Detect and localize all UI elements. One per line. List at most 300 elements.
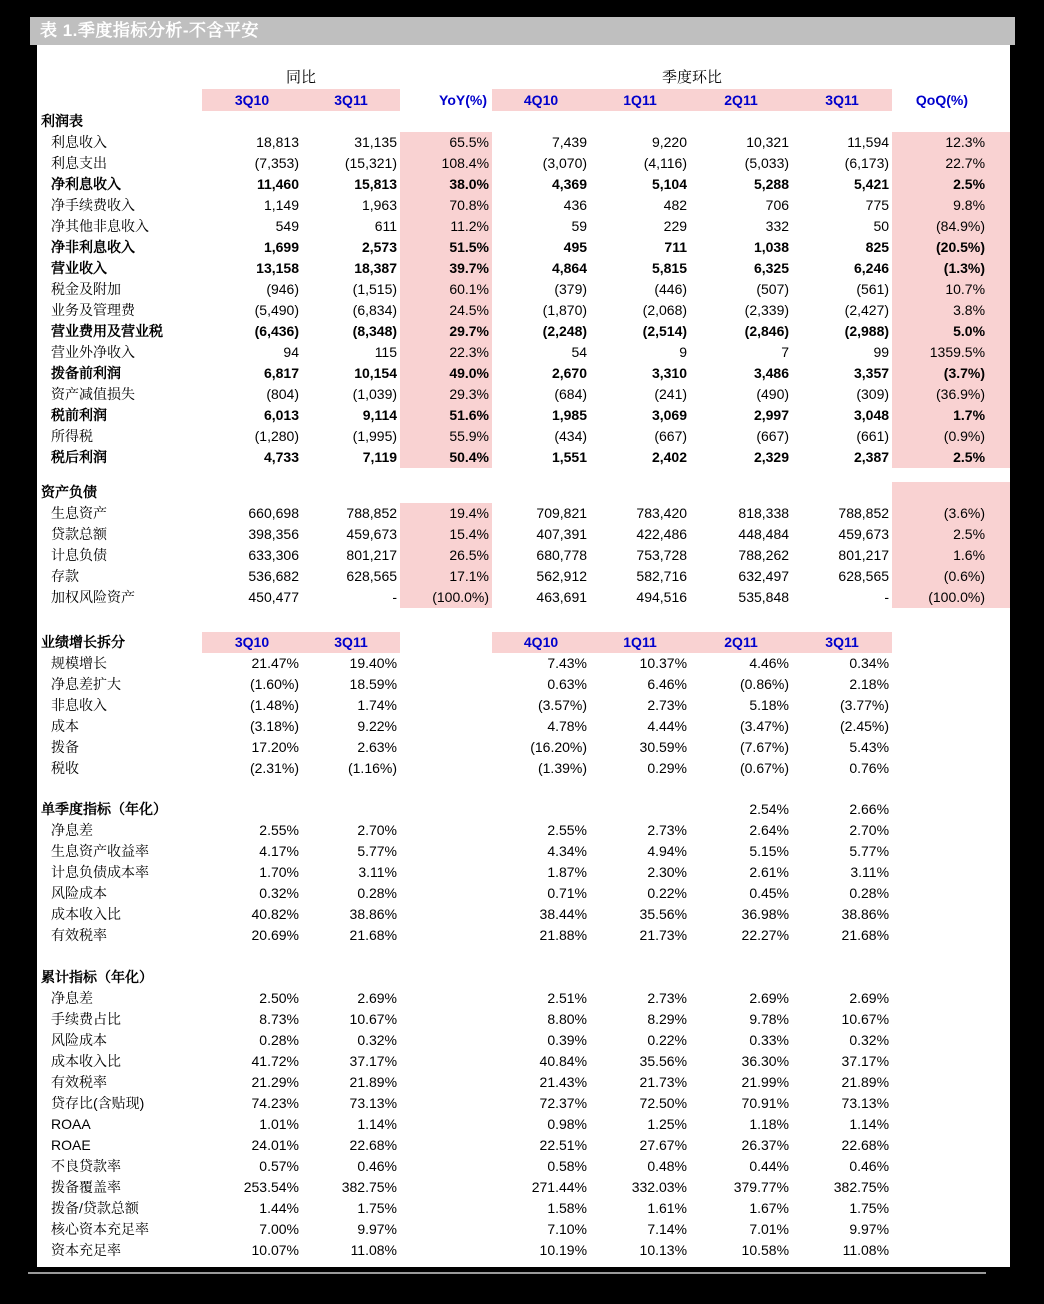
- cell: [892, 967, 1010, 988]
- value-cell: (1.16%): [347, 760, 398, 776]
- value-cell: 398,356: [248, 526, 299, 542]
- row-label: 有效税率: [51, 927, 107, 943]
- value-cell: 40.82%: [251, 906, 299, 922]
- value-cell: 108.4%: [400, 153, 492, 174]
- value-cell: 39.7%: [400, 258, 492, 279]
- value-cell: 0.33%: [749, 1032, 790, 1048]
- value-cell: 0.48%: [647, 1158, 688, 1174]
- value-cell: 582,716: [636, 568, 688, 584]
- value-cell: 6,817: [263, 365, 299, 381]
- cell: [892, 1177, 1010, 1198]
- value-cell: (36.9%): [892, 384, 1010, 405]
- value-cell: 0.39%: [547, 1032, 588, 1048]
- cell: [400, 883, 492, 904]
- value-cell: (661): [856, 428, 890, 444]
- table-row: [37, 904, 1010, 925]
- cell: [892, 925, 1010, 946]
- row-label: 计息负债成本率: [51, 864, 149, 880]
- value-cell: 1.61%: [647, 1200, 688, 1216]
- cell: [400, 111, 492, 132]
- value-cell: 549: [275, 218, 299, 234]
- cell: [892, 111, 1010, 132]
- col-header-1q11: 1Q11: [590, 632, 690, 653]
- value-cell: 1.58%: [547, 1200, 588, 1216]
- value-cell: 2.54%: [749, 801, 790, 817]
- cell: [400, 799, 492, 820]
- value-cell: 15,813: [354, 176, 398, 192]
- cell: [590, 111, 690, 132]
- value-cell: (1,515): [352, 281, 398, 297]
- cell: [892, 653, 1010, 674]
- value-cell: 4.17%: [259, 843, 299, 859]
- section-title: 单季度指标（年化）: [41, 801, 167, 817]
- value-cell: 1.67%: [749, 1200, 790, 1216]
- cell: [892, 632, 1010, 653]
- value-cell: 2.51%: [547, 990, 588, 1006]
- value-cell: 9.97%: [849, 1221, 890, 1237]
- cell: [202, 482, 302, 503]
- cell: [792, 111, 892, 132]
- value-cell: 22.27%: [741, 927, 790, 943]
- value-cell: 26.37%: [741, 1137, 790, 1153]
- value-cell: 0.32%: [259, 885, 299, 901]
- value-cell: 788,852: [346, 505, 398, 521]
- value-cell: 4.44%: [647, 718, 688, 734]
- row-label: 净其他非息收入: [51, 218, 149, 234]
- table-row: [37, 1135, 1010, 1156]
- value-cell: 2.73%: [647, 822, 688, 838]
- cell: [892, 737, 1010, 758]
- value-cell: 3.8%: [892, 300, 1010, 321]
- value-cell: 17.20%: [251, 739, 299, 755]
- section-title: 累计指标（年化）: [41, 969, 153, 985]
- value-cell: 775: [865, 197, 890, 213]
- value-cell: 407,391: [536, 526, 588, 542]
- value-cell: 818,338: [738, 505, 790, 521]
- cell: [400, 1198, 492, 1219]
- value-cell: (1,280): [254, 428, 299, 444]
- value-cell: 0.63%: [547, 676, 588, 692]
- spacer-row: [37, 468, 1010, 482]
- cell: [400, 67, 492, 89]
- row-label: 营业费用及营业税: [51, 323, 163, 339]
- value-cell: (684): [554, 386, 588, 402]
- row-label: 风险成本: [51, 885, 107, 901]
- table-row: [37, 195, 1010, 216]
- value-cell: 36.30%: [741, 1053, 790, 1069]
- table-title-bar: [30, 17, 1015, 45]
- value-cell: (1,039): [352, 386, 398, 402]
- value-cell: 2.70%: [357, 822, 398, 838]
- value-cell: 7.10%: [547, 1221, 588, 1237]
- value-cell: (379): [554, 281, 588, 297]
- row-label: 手续费占比: [51, 1011, 121, 1027]
- value-cell: 50: [873, 218, 890, 234]
- cell: [690, 482, 792, 503]
- cell: [202, 967, 302, 988]
- row-label: 计息负债: [51, 547, 107, 563]
- row-label: 成本收入比: [51, 1053, 121, 1069]
- value-cell: 4.46%: [749, 655, 790, 671]
- table-row: [37, 342, 1010, 363]
- value-cell: (5,033): [744, 155, 790, 171]
- value-cell: 1.74%: [357, 697, 398, 713]
- value-cell: 31,135: [354, 134, 398, 150]
- row-label: 存款: [51, 568, 79, 584]
- value-cell: 8.80%: [547, 1011, 588, 1027]
- value-cell: 783,420: [636, 505, 688, 521]
- value-cell: 2,573: [361, 239, 398, 255]
- value-cell: 2.69%: [849, 990, 890, 1006]
- row-label: 成本: [51, 718, 79, 734]
- value-cell: 2.69%: [357, 990, 398, 1006]
- value-cell: 55.9%: [400, 426, 492, 447]
- value-cell: 801,217: [838, 547, 890, 563]
- value-cell: 54: [571, 344, 588, 360]
- cell: [202, 799, 302, 820]
- value-cell: 2.5%: [892, 524, 1010, 545]
- value-cell: (2,248): [542, 323, 588, 339]
- value-cell: 74.23%: [251, 1095, 299, 1111]
- value-cell: 0.58%: [547, 1158, 588, 1174]
- value-cell: 1.14%: [357, 1116, 398, 1132]
- cell: [892, 904, 1010, 925]
- value-cell: (2.31%): [249, 760, 299, 776]
- value-cell: 24.01%: [251, 1137, 299, 1153]
- value-cell: 7.01%: [749, 1221, 790, 1237]
- table-row: [37, 1156, 1010, 1177]
- table-row: [37, 1198, 1010, 1219]
- value-cell: 94: [283, 344, 299, 360]
- value-cell: 3,357: [853, 365, 890, 381]
- table-row: [37, 1051, 1010, 1072]
- value-cell: 711: [664, 239, 688, 255]
- cell: [400, 482, 492, 503]
- value-cell: (507): [756, 281, 790, 297]
- value-cell: 1.44%: [259, 1200, 299, 1216]
- value-cell: (241): [654, 386, 688, 402]
- value-cell: 2.30%: [647, 864, 688, 880]
- value-cell: 801,217: [346, 547, 398, 563]
- value-cell: 22.68%: [841, 1137, 890, 1153]
- value-cell: (309): [856, 386, 890, 402]
- table-row: [37, 841, 1010, 862]
- table-row: [37, 174, 1010, 195]
- col-header-2q11: 2Q11: [690, 632, 792, 653]
- value-cell: (2,427): [844, 302, 890, 318]
- row-label: ROAA: [51, 1116, 91, 1132]
- row-label: 加权风险资产: [51, 589, 135, 605]
- value-cell: 21.43%: [539, 1074, 588, 1090]
- value-cell: 11.08%: [842, 1242, 890, 1258]
- table-row: [37, 426, 1010, 447]
- cell: [400, 1177, 492, 1198]
- row-label: 拨备覆盖率: [51, 1179, 121, 1195]
- row-label: 风险成本: [51, 1032, 107, 1048]
- group-header-row: [37, 67, 1010, 89]
- value-cell: (3.7%): [892, 363, 1010, 384]
- value-cell: (2,988): [844, 323, 890, 339]
- table-row: [37, 716, 1010, 737]
- row-label: 资本充足率: [51, 1242, 121, 1258]
- value-cell: 0.28%: [357, 885, 398, 901]
- value-cell: (946): [266, 281, 299, 297]
- value-cell: 21.73%: [639, 927, 688, 943]
- value-cell: 5.18%: [749, 697, 790, 713]
- value-cell: 18.59%: [349, 676, 398, 692]
- cell: [400, 1051, 492, 1072]
- row-label: 非息收入: [51, 697, 107, 713]
- value-cell: 72.37%: [539, 1095, 588, 1111]
- cell: [492, 111, 590, 132]
- cell: [400, 988, 492, 1009]
- cell: [892, 862, 1010, 883]
- value-cell: 10.58%: [741, 1242, 790, 1258]
- value-cell: 38.86%: [349, 906, 398, 922]
- value-cell: 41.72%: [251, 1053, 299, 1069]
- value-cell: 7,439: [551, 134, 588, 150]
- row-label: 贷款总额: [51, 526, 107, 542]
- row-label: 有效税率: [51, 1074, 107, 1090]
- row-label: 税后利润: [51, 449, 107, 465]
- cell: [400, 1135, 492, 1156]
- cell: [892, 716, 1010, 737]
- value-cell: 15.4%: [400, 524, 492, 545]
- row-label: 营业收入: [51, 260, 107, 276]
- value-cell: 37.17%: [841, 1053, 890, 1069]
- value-cell: (2.45%): [840, 718, 890, 734]
- value-cell: 3,048: [853, 407, 890, 423]
- col-header-4q10: 4Q10: [492, 632, 590, 653]
- value-cell: 0.46%: [357, 1158, 398, 1174]
- value-cell: 21.29%: [251, 1074, 299, 1090]
- value-cell: 562,912: [536, 568, 588, 584]
- value-cell: 20.69%: [251, 927, 299, 943]
- table-head: [37, 67, 1010, 111]
- cell: [302, 482, 400, 503]
- value-cell: (0.86%): [739, 676, 790, 692]
- cell: [400, 674, 492, 695]
- value-cell: 436: [563, 197, 588, 213]
- value-cell: 825: [865, 239, 890, 255]
- table-row: [37, 363, 1010, 384]
- col-header-3q11: 3Q11: [302, 89, 400, 111]
- row-label: 税收: [51, 760, 79, 776]
- cell: [892, 1072, 1010, 1093]
- value-cell: 3,069: [651, 407, 688, 423]
- value-cell: 229: [663, 218, 688, 234]
- row-label: 不良贷款率: [51, 1158, 121, 1174]
- col-header-yoy: YoY(%): [439, 92, 488, 108]
- value-cell: 9.8%: [892, 195, 1010, 216]
- value-cell: (84.9%): [892, 216, 1010, 237]
- value-cell: 21.73%: [639, 1074, 688, 1090]
- value-cell: 11,594: [847, 134, 890, 150]
- value-cell: (3.6%): [892, 503, 1010, 524]
- value-cell: 382.75%: [833, 1179, 890, 1195]
- cell: [892, 841, 1010, 862]
- value-cell: 536,682: [248, 568, 299, 584]
- value-cell: 49.0%: [400, 363, 492, 384]
- value-cell: 70.91%: [741, 1095, 790, 1111]
- value-cell: 611: [374, 218, 398, 234]
- value-cell: 5.0%: [892, 321, 1010, 342]
- cell: [892, 1135, 1010, 1156]
- quarter-header-row: [37, 89, 1010, 111]
- table-title: 表 1.季度指标分析-不含平安: [40, 21, 260, 40]
- value-cell: 0.76%: [849, 760, 890, 776]
- table-row: [37, 1114, 1010, 1135]
- value-cell: 448,484: [738, 526, 790, 542]
- value-cell: (3.47%): [739, 718, 790, 734]
- value-cell: (3.57%): [537, 697, 588, 713]
- value-cell: 10.67%: [349, 1011, 398, 1027]
- col-header-3q10: 3Q10: [202, 89, 302, 111]
- value-cell: 5,288: [753, 176, 790, 192]
- row-label: 净息差扩大: [51, 676, 121, 692]
- value-cell: 37.17%: [349, 1053, 398, 1069]
- value-cell: 332.03%: [631, 1179, 688, 1195]
- value-cell: 0.57%: [259, 1158, 299, 1174]
- value-cell: (2,846): [744, 323, 790, 339]
- value-cell: 9.78%: [749, 1011, 790, 1027]
- value-cell: 1,149: [263, 197, 299, 213]
- value-cell: 10.19%: [539, 1242, 588, 1258]
- value-cell: 0.29%: [647, 760, 688, 776]
- value-cell: (1,870): [542, 302, 588, 318]
- value-cell: (20.5%): [892, 237, 1010, 258]
- value-cell: 29.7%: [400, 321, 492, 342]
- value-cell: 21.99%: [741, 1074, 790, 1090]
- value-cell: (5,490): [254, 302, 299, 318]
- value-cell: 6,325: [753, 260, 790, 276]
- value-cell: 2,670: [551, 365, 588, 381]
- value-cell: 73.13%: [349, 1095, 398, 1111]
- value-cell: (2,514): [642, 323, 688, 339]
- row-label: 利息支出: [51, 155, 107, 171]
- value-cell: 4,369: [551, 176, 588, 192]
- value-cell: 7.43%: [547, 655, 588, 671]
- value-cell: 9,220: [651, 134, 688, 150]
- value-cell: 36.98%: [741, 906, 790, 922]
- value-cell: 3,486: [753, 365, 790, 381]
- col-header-3q11: 3Q11: [302, 632, 400, 653]
- value-cell: 5.77%: [357, 843, 398, 859]
- table-row: [37, 758, 1010, 779]
- cell: [792, 967, 892, 988]
- value-cell: 10,154: [354, 365, 398, 381]
- value-cell: 709,821: [536, 505, 588, 521]
- value-cell: 9,114: [362, 407, 398, 423]
- value-cell: 3.11%: [850, 864, 890, 880]
- value-cell: 2.50%: [259, 990, 299, 1006]
- value-cell: 379.77%: [733, 1179, 790, 1195]
- table-row: [37, 524, 1010, 545]
- value-cell: 0.46%: [849, 1158, 890, 1174]
- value-cell: 5,421: [853, 176, 890, 192]
- value-cell: 0.22%: [647, 885, 688, 901]
- cell: [492, 482, 590, 503]
- value-cell: 0.98%: [547, 1116, 588, 1132]
- table-row: [37, 653, 1010, 674]
- value-cell: 38.86%: [841, 906, 890, 922]
- section-header-row: [37, 967, 1010, 988]
- row-label: 规模增长: [51, 655, 107, 671]
- table-row: [37, 321, 1010, 342]
- value-cell: 73.13%: [841, 1095, 890, 1111]
- section-title: 业绩增长拆分: [41, 634, 125, 650]
- row-label: 拨备: [51, 739, 79, 755]
- value-cell: 5.15%: [749, 843, 790, 859]
- value-cell: 459,673: [838, 526, 890, 542]
- value-cell: 18,387: [354, 260, 398, 276]
- cell: [400, 1156, 492, 1177]
- value-cell: 1.6%: [892, 545, 1010, 566]
- value-cell: 2,387: [853, 449, 890, 465]
- value-cell: (7.67%): [739, 739, 790, 755]
- section-header-row: [37, 482, 1010, 503]
- col-header-1q11: 1Q11: [590, 89, 690, 111]
- value-cell: 38.44%: [539, 906, 588, 922]
- value-cell: 3.11%: [358, 864, 398, 880]
- value-cell: 495: [563, 239, 588, 255]
- value-cell: 7: [781, 344, 790, 360]
- value-cell: 2.63%: [357, 739, 398, 755]
- cell: [892, 758, 1010, 779]
- value-cell: 459,673: [346, 526, 398, 542]
- section-header-row: [37, 799, 1010, 820]
- table-row: [37, 405, 1010, 426]
- value-cell: 72.50%: [639, 1095, 688, 1111]
- value-cell: (6,173): [844, 155, 890, 171]
- value-cell: 10.07%: [251, 1242, 299, 1258]
- cell: [400, 1114, 492, 1135]
- table-row: [37, 820, 1010, 841]
- value-cell: (1,995): [352, 428, 398, 444]
- cell: [37, 67, 202, 89]
- cell: [302, 111, 400, 132]
- cell: [400, 841, 492, 862]
- value-cell: 1.87%: [547, 864, 588, 880]
- value-cell: 494,516: [636, 589, 688, 605]
- value-cell: (6,834): [352, 302, 398, 318]
- table-row: [37, 300, 1010, 321]
- cell: [892, 482, 1010, 503]
- cell: [590, 799, 690, 820]
- cell: [400, 1093, 492, 1114]
- value-cell: 3,310: [651, 365, 688, 381]
- cell: [892, 67, 1010, 89]
- value-cell: 60.1%: [400, 279, 492, 300]
- cell: [400, 758, 492, 779]
- row-label: 拨备前利润: [51, 365, 121, 381]
- section-header-row: [37, 111, 1010, 132]
- value-cell: 628,565: [346, 568, 398, 584]
- value-cell: 2.5%: [892, 174, 1010, 195]
- row-label: 成本收入比: [51, 906, 121, 922]
- value-cell: 0.32%: [849, 1032, 890, 1048]
- section-title: 利润表: [41, 113, 83, 129]
- value-cell: 35.56%: [639, 906, 688, 922]
- cell: [400, 862, 492, 883]
- spacer-cell: [37, 779, 1010, 799]
- value-cell: 0.45%: [749, 885, 790, 901]
- value-cell: 2.55%: [547, 822, 588, 838]
- cell: [892, 695, 1010, 716]
- value-cell: 1.75%: [357, 1200, 398, 1216]
- row-label: 净息差: [51, 822, 93, 838]
- value-cell: 21.47%: [251, 655, 299, 671]
